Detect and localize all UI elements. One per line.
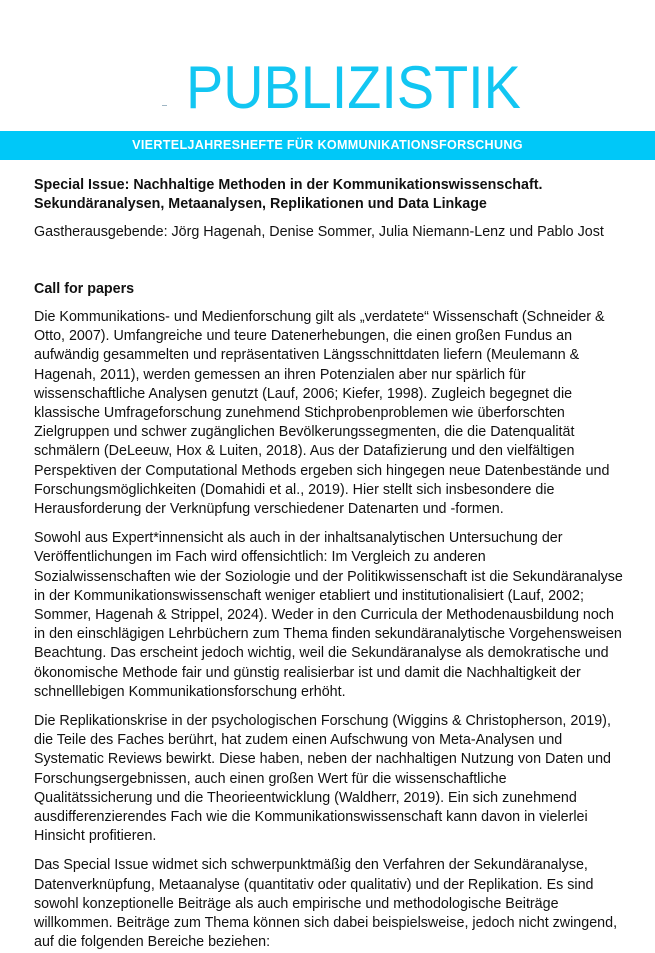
journal-title: PUBLIZISTIK	[186, 54, 521, 121]
paragraph-line: Forschungsmöglichkeiten (Domahidi et al., 2019). Hier stellt sich insbesondere die	[34, 481, 555, 498]
document-body	[34, 176, 634, 953]
paragraph-line: Die Kommunikations- und Medienforschung gilt als „verdatete“ Wissenschaft (Schneider &	[34, 309, 605, 325]
paragraph-line: Herausforderung der Verknüpfung verschiedener Datenarten und -formen.	[34, 501, 504, 518]
paragraph-line: die Teile des Faches berührt, hat zudem einen Aufschwung von Meta-Analysen und	[34, 732, 563, 749]
body-paragraph	[34, 308, 634, 519]
paragraph-line: Sowohl aus Expert*innensicht als auch in der inhaltsanalytischen Untersuchung der	[34, 530, 563, 547]
guest-editors: Gastherausgebende: Jörg Hagenah, Denise Sommer, Julia Niemann-Lenz und Pablo Jost	[34, 224, 604, 240]
paragraph-line: Hagenah, 2011), werden gemessen an ihren Potenzialen aber nur spärlich für	[34, 366, 526, 383]
paragraph-line: Die Replikationskrise in der psychologischen Forschung (Wiggins & Christopherson, 2019),	[34, 713, 611, 730]
call-for-papers-heading: Call for papers	[34, 281, 135, 297]
paragraph-line: Systematic Reviews bewirkt. Diese haben, neben der nachhaltigen Nutzung von Daten und	[34, 751, 611, 768]
special-issue-title-line: Sekundäranalysen, Metaanalysen, Replikationen und Data Linkage	[34, 196, 487, 212]
paragraph-line: wissenschaftliche Analysen genutzt (Lauf, 2006; Kiefer, 1998). Zugleich begegnet die	[34, 385, 573, 402]
paragraph-line: sowohl konzeptionelle Beiträge als auch empirische und methodologische Beiträge	[34, 895, 559, 912]
paragraph-line: Qualitätssicherung und die Theorieentwicklung (Waldherr, 2019). Ein sich zunehmend	[34, 789, 577, 806]
paragraph-line: in der Kommunikationswissenschaft weniger etabliert und institutionalisiert (Lauf, 2002;	[34, 587, 584, 604]
paragraph-line: Sozialwissenschaften wie der Soziologie und der Politikwissenschaft ist die Sekundäranalyse	[34, 568, 623, 585]
paragraph-line: aufwändig gesammelten und repräsentativen Längsschnittdaten liefern (Meulemann &	[34, 347, 580, 364]
paragraph-line: Forschungsergebnissen, auch einen großen Wert für die wissenschaftliche	[34, 770, 507, 787]
paragraph-line: Veröffentlichungen im Fach wird offensichtlich: Im Vergleich zu anderen	[34, 549, 486, 566]
paragraph-line: klassische Umfrageforschung zunehmend Stichprobenproblemen wie überforschten	[34, 405, 565, 422]
decorative-dash	[162, 105, 167, 106]
paragraph-line: ausdifferenzierendes Fach wie die Kommunikationswissenschaft kann davon in vielerlei	[34, 809, 588, 826]
journal-masthead	[0, 0, 655, 131]
paragraph-line: Datenverknüpfung, Metaanalyse (quantitativ oder qualitativ) und der Replikation. Es sind	[34, 876, 594, 893]
special-issue-title-line: Special Issue: Nachhaltige Methoden in der Kommunikationswissenschaft.	[34, 177, 543, 193]
paragraph-line: Otto, 2007). Umfangreiche und teure Datenerhebungen, die einen großen Fundus an	[34, 328, 573, 345]
paragraph-line: Perspektiven der Computational Methods ergeben sich hingegen neue Datenbestände und	[34, 462, 610, 479]
paragraph-line: Hinsicht profitieren.	[34, 828, 157, 845]
paragraph-line: Zielgruppen und schwer zugänglichen Bevölkerungssegmenten, die die Datenqualität	[34, 424, 575, 441]
paragraph-line: willkommen. Beiträge zum Thema können sich dabei beispielsweise, jedoch nicht zwingend,	[34, 915, 618, 932]
paragraph-line: auf die folgenden Bereiche beziehen:	[34, 934, 271, 951]
paragraph-line: Das Special Issue widmet sich schwerpunktmäßig den Verfahren der Sekundäranalyse,	[34, 857, 588, 874]
body-paragraph	[34, 856, 634, 952]
paragraph-line: in den einschlägigen Lehrbüchern zum Thema finden sekundäranalytische Vorgehensweisen	[34, 626, 622, 643]
call-for-papers-text	[34, 308, 634, 953]
journal-subtitle: VIERTELJAHRESHEFTE FÜR KOMMUNIKATIONSFORSCHUNG	[132, 138, 523, 152]
journal-subtitle-banner	[0, 131, 655, 160]
paragraph-line: schmälern (DeLeeuw, Hox & Luiten, 2018). Aus der Datafizierung und den vielfältigen	[34, 443, 575, 460]
paragraph-line: Sommer, Hagenah & Strippel, 2024). Weder in den Curricula der Methodenausbildung noch	[34, 607, 614, 624]
special-issue-title	[34, 176, 634, 214]
paragraph-line: schnelllebigen Kommunikationsforschung erhöht.	[34, 683, 346, 700]
body-paragraph	[34, 529, 634, 702]
body-paragraph	[34, 712, 634, 846]
paragraph-line: Beachtung. Das erscheint jedoch wichtig, weil die Sekundäranalyse als demokratische und	[34, 645, 609, 662]
paragraph-line: ökonomische Methode fair und günstig realisierbar ist und damit die Nachhaltigkeit der	[34, 664, 581, 681]
